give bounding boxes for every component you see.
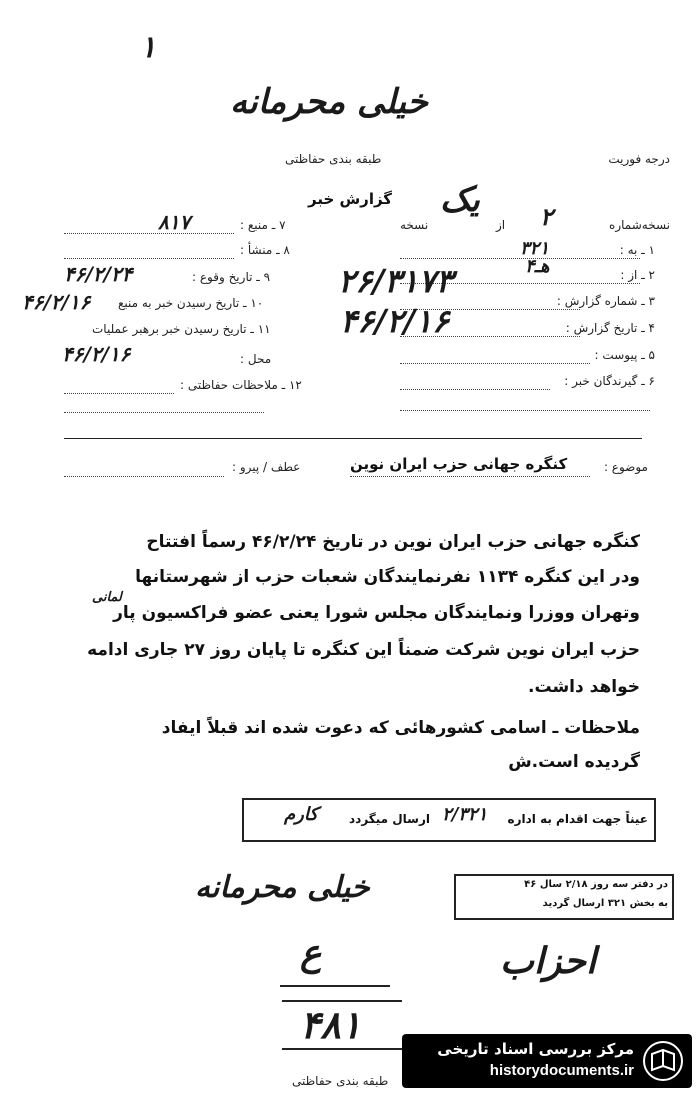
secret-footer-handwritten: خیلی محرمانه bbox=[195, 870, 370, 905]
body-line-1: کنگره جهانی حزب ایران نوین در تاریخ ۴۶/۲/۲۴ رسماً افتتاح bbox=[146, 532, 640, 552]
interline-note: لمانی bbox=[92, 590, 122, 605]
to-label: ۱ ـ به : bbox=[619, 243, 655, 257]
report-title: گزارش خبر bbox=[308, 190, 393, 208]
of-label: از bbox=[496, 218, 506, 232]
attachment-label: ۵ ـ پیوست : bbox=[594, 348, 655, 362]
to-dotted-line bbox=[400, 258, 640, 259]
from-label: ۲ ـ از : bbox=[620, 268, 655, 282]
reference-label: عطف / پیرو : bbox=[232, 460, 301, 474]
body-line-4: حزب ایران نوین شرکت ضمناً این کنگره تا پایان روز ۲۷ جاری ادامه bbox=[87, 640, 640, 660]
watermark-url: historydocuments.ir bbox=[489, 1062, 634, 1079]
footer-mark-underline bbox=[280, 985, 390, 987]
recipients-dotted-line-2 bbox=[400, 410, 650, 411]
security-notes-dotted-line-2 bbox=[64, 412, 264, 413]
report-no-value: ۲۶/۳۱۷۳ bbox=[338, 262, 453, 300]
copy-no-label: نسخه‌شماره bbox=[609, 218, 670, 232]
source-dotted-line bbox=[64, 233, 234, 234]
report-date-value: ۴۶/۲/۱۶ bbox=[340, 302, 450, 340]
routing-stamp-text-mid: ارسال میگردد bbox=[349, 812, 431, 826]
file-no-underline bbox=[282, 1048, 402, 1050]
book-logo-icon bbox=[642, 1040, 684, 1082]
received-source-label: ۱۰ ـ تاریخ رسیدن خبر به منبع bbox=[118, 296, 264, 310]
top-mark: ۱ bbox=[140, 30, 157, 65]
report-date-dotted-line bbox=[400, 336, 580, 337]
origin-dotted-line bbox=[64, 258, 234, 259]
archive-stamp-line2: به بخش ۳۲۱ ارسال گردید bbox=[542, 898, 668, 909]
separator-line bbox=[64, 438, 642, 439]
body-line-7: گردیده است.ش bbox=[508, 752, 640, 772]
source-value: ۸۱۷ bbox=[158, 210, 191, 234]
file-number: ۴۸۱ bbox=[300, 1002, 362, 1047]
routing-stamp bbox=[242, 798, 656, 842]
routing-stamp-handwritten: کارم bbox=[284, 804, 318, 825]
subject-value: کنگره جهانی حزب ایران نوین bbox=[350, 455, 568, 473]
body-line-3: وتهران ووزرا ونمایندگان مجلس شورا یعنی عضو فراکسیون پار bbox=[113, 603, 640, 623]
archive-watermark bbox=[402, 1034, 692, 1088]
priority-label: درجه فوریت bbox=[608, 152, 670, 166]
copy-no-value: ۲ bbox=[540, 202, 553, 231]
received-source-value: ۴۶/۲/۱۶ bbox=[22, 290, 91, 314]
copy-label: نسخه bbox=[400, 218, 429, 232]
body-line-2: ودر این کنگره ۱۱۳۴ نفرنمایندگان شعبات حزب از شهرستانها bbox=[135, 567, 640, 587]
security-notes-dotted-line bbox=[64, 393, 174, 394]
body-line-6: ملاحظات ـ اسامی کشورهائی که دعوت شده اند قبلاً ایفاد bbox=[161, 718, 640, 738]
event-date-value: ۴۶/۲/۲۴ bbox=[64, 262, 133, 286]
secret-heading-handwritten: خیلی محرمانه bbox=[230, 82, 428, 122]
place-label: محل : bbox=[240, 352, 272, 366]
received-ops-label: ۱۱ ـ تاریخ رسیدن خبر برهبر عملیات bbox=[92, 322, 271, 336]
routing-stamp-dept: ۲/۳۲۱ bbox=[442, 804, 488, 825]
routing-stamp-text-start: عیناً جهت اقدام به اداره bbox=[507, 812, 648, 826]
recipients-label: ۶ ـ گیرندگان خبر : bbox=[564, 374, 655, 388]
report-no-label: ۳ ـ شماره گزارش : bbox=[556, 294, 655, 308]
category-handwritten: احزاب bbox=[500, 940, 597, 982]
report-date-label: ۴ ـ تاریخ گزارش : bbox=[565, 321, 655, 335]
origin-label: ۸ ـ منشأ : bbox=[240, 243, 290, 257]
archive-stamp bbox=[454, 874, 674, 920]
footer-classification-label: طبقه بندی حفاظتی bbox=[292, 1074, 389, 1088]
body-line-5: خواهد داشت. bbox=[528, 677, 640, 697]
footer-mark: ع bbox=[300, 932, 322, 974]
received-ops-value: ۴۶/۲/۱۶ bbox=[62, 342, 131, 366]
classification-label: طبقه بندی حفاظتی bbox=[285, 152, 382, 166]
archive-stamp-line1: در دفتر سه روز ۲/۱۸ سال ۴۶ bbox=[524, 879, 668, 890]
subject-label: موضوع : bbox=[603, 460, 648, 474]
reference-dotted-line bbox=[64, 476, 224, 477]
copies-value: یک bbox=[440, 180, 480, 220]
watermark-org-name: مرکز بررسی اسناد تاریخی bbox=[437, 1040, 634, 1058]
attachment-dotted-line bbox=[400, 363, 590, 364]
recipients-dotted-line bbox=[400, 389, 550, 390]
source-label: ۷ ـ منبع : bbox=[240, 218, 286, 232]
security-notes-label: ۱۲ ـ ملاحظات حفاظتی : bbox=[180, 378, 302, 392]
event-date-label: ۹ ـ تاریخ وقوع : bbox=[192, 270, 271, 284]
from-value: ۴هـ bbox=[525, 256, 550, 277]
subject-dotted-line bbox=[350, 476, 590, 477]
to-value: ۳۲۱ bbox=[520, 238, 550, 259]
